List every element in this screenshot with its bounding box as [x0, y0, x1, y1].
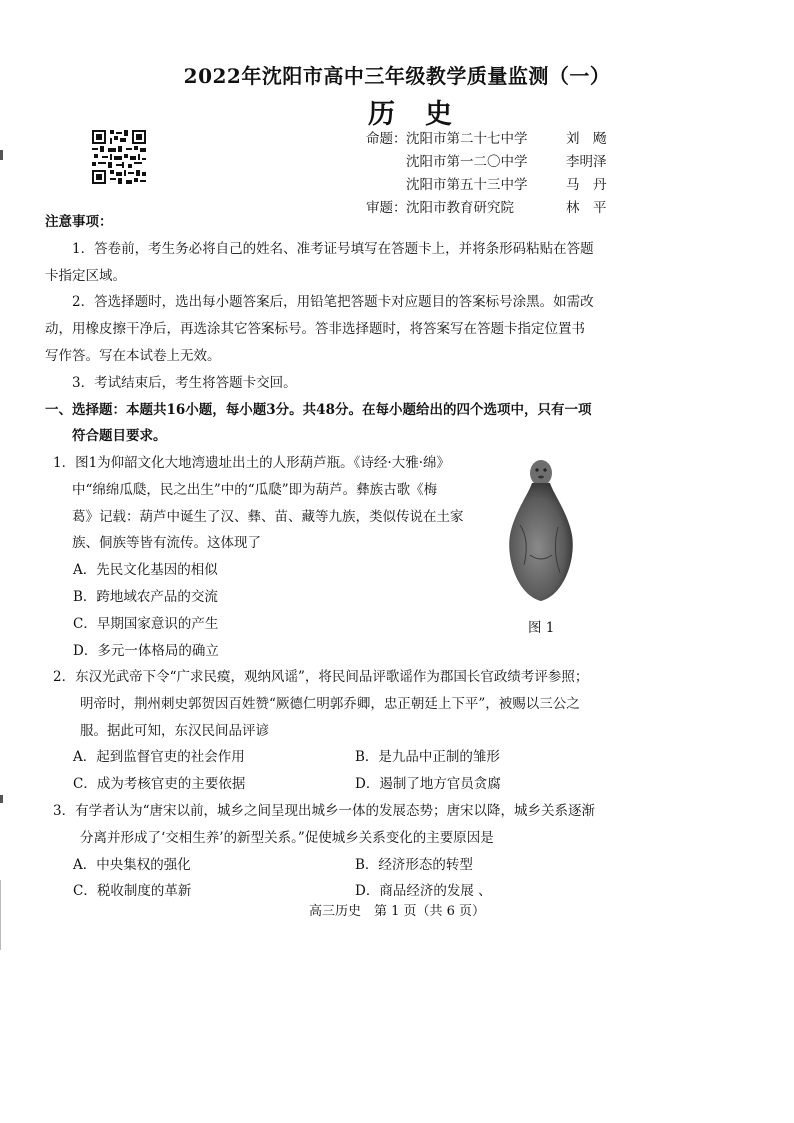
question-stem: 2．东汉光武帝下令“广求民瘼，观纳风谣”，将民间品评歌谣作为郡国长官政绩考评参照；明帝时，荆州刺史郭贺因百姓赞“厥德仁明郭乔卿，忠正朝廷上下平”，被赐以三公之服。据此可知，东汉民间品评谚 [53, 669, 589, 739]
subject-title: 历史 [368, 99, 482, 130]
option-a: A．起到监督官吏的社会作用 [73, 749, 245, 766]
option-d: D．遏制了地方官员贪腐 [355, 776, 501, 793]
scan-mark [0, 150, 3, 160]
question-stem-line: 族、侗族等皆有流传。这体现了 [72, 535, 261, 552]
notice-item: 1．答卷前，考生务必将自己的姓名、准考证号填写在答题卡上，并将条形码粘贴在答题卡指定区域。 [45, 240, 594, 284]
question-stem-line: 中“绵绵瓜瓞，民之出生”中的“瓜瓞”即为葫芦。彝族古歌《梅 [72, 481, 438, 498]
figure-caption: 图 1 [528, 620, 555, 636]
option-c: C．成为考核官吏的主要依据 [73, 776, 246, 793]
notice-item: 2．答选择题时，选出每小题答案后，用铅笔把答题卡对应题目的答案标号涂黑。如需改动，用橡皮擦干净后，再选涂其它答案标号。答非选择题时，将答案写在答题卡指定位置书写作答。写在本试卷上无效。 [45, 294, 594, 364]
author-row: 命题：沈阳市第二十七中学 刘 飏 [366, 131, 607, 147]
reviewer-row: 审题：沈阳市教育研究院 林 平 [366, 200, 607, 216]
question-stem-line: 葛》记载：葫芦中诞生了汉、彝、苗、藏等九族，类似传说在土家 [72, 508, 464, 525]
option-a: A．先民文化基因的相似 [73, 562, 218, 579]
option-row [45, 852, 595, 879]
notice-heading: 注意事项： [45, 214, 113, 230]
question-stem: 3．有学者认为“唐宋以前，城乡之间呈现出城乡一体的发展态势；唐宋以降，城乡关系逐渐分离并形成了‘交相生养’的新型关系。”促使城乡关系变化的主要原因是 [53, 803, 595, 846]
author-row: 沈阳市第一二〇中学 李明泽 [406, 154, 607, 170]
qr-code-icon [92, 130, 146, 184]
option-b: B．是九品中正制的雏形 [355, 749, 500, 766]
author-row: 沈阳市第五十三中学 马 丹 [406, 177, 607, 193]
option-a: A．中央集权的强化 [73, 856, 191, 873]
option-c: C．税收制度的革新 [73, 883, 192, 900]
option-b: B．跨地域农产品的交流 [73, 588, 218, 605]
option-c: C．早期国家意识的产生 [73, 615, 219, 632]
notice-section [45, 209, 595, 450]
page-footer: 高三历史 第 1 页（共 6 页） [308, 904, 486, 919]
option-d: D．商品经济的发展 、 [355, 883, 492, 900]
author-list [366, 128, 607, 220]
question-3 [45, 798, 595, 905]
scan-mark [0, 880, 1, 950]
scan-mark [0, 795, 3, 803]
option-b: B．经济形态的转型 [355, 856, 473, 873]
option-row [45, 771, 595, 798]
option-d: D．多元一体格局的确立 [73, 642, 219, 659]
section-heading: 一、选择题：本题共16小题，每小题3分。共48分。在每小题给出的四个选项中，只有一项符合题目要求。 [45, 401, 592, 445]
question-2 [45, 664, 595, 798]
option-row [45, 744, 595, 771]
notice-item: 3．考试结束后，考生将答题卡交回。 [72, 374, 297, 391]
page-title: 2022年沈阳市高中三年级教学质量监测（一） [183, 64, 611, 88]
question-stem-line: 1．图1为仰韶文化大地湾遗址出土的人形葫芦瓶。《诗经·大雅·绵》 [53, 455, 451, 471]
gourd-vase-image [500, 455, 582, 605]
